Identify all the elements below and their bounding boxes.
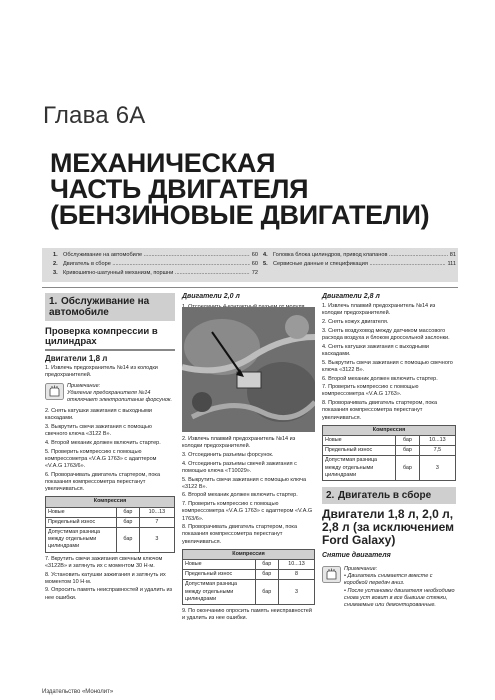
publisher-footer: Издательство «Монолит»: [42, 689, 114, 695]
toc-entry[interactable]: 5. Сервисные данные и спецификация ..... 111: [263, 260, 456, 269]
table-header: Компрессия: [323, 425, 456, 435]
table-row: Новые бар 10...13: [323, 435, 456, 445]
chapter-label: Глава 6А: [43, 102, 146, 129]
engine-heading: Двигатели 2,0 л: [182, 293, 240, 300]
warning-hand-icon: [45, 383, 64, 400]
step: 8. Проворачивать двигатель стартером, пока показания компрессометра перестанут увеличиваться.: [182, 524, 298, 545]
table-header: Компрессия: [183, 549, 315, 559]
table-row: Предельный износ бар 7: [46, 517, 175, 527]
step: 1. Извлечь предохранитель №14 из колодки предохранителей.: [45, 365, 158, 379]
note-box: [322, 566, 456, 609]
divider: [42, 287, 458, 288]
step: 7. Проверить компрессию с помощью компрессометра «V.A.G 1763».: [322, 384, 419, 398]
engine-photo: [182, 307, 315, 432]
table-row: Предельный износ бар 7,5: [323, 446, 456, 456]
section-heading: 2. Двигатель в сборе: [322, 487, 456, 504]
table-row: Новые бар 10...13: [183, 560, 315, 570]
engines-heading: Двигатели 1,8 л, 2,0 л, 2,8 л (за исключением Ford Galaxy): [322, 506, 455, 547]
toc-left: [53, 251, 258, 278]
engine-photo-image: [182, 307, 315, 432]
title-line: ЧАСТЬ ДВИГАТЕЛЯ: [50, 174, 309, 204]
table-header: Компрессия: [46, 497, 175, 507]
step: 3. Выкрутить свечи зажигания с помощью свечного ключа «3122 В».: [45, 424, 152, 438]
table-row: Допустимая разница между отдельными цилиндрами бар 3: [183, 580, 315, 605]
note-text: • После установки двигателя необходимо снова уст вовит в все бывшие стяжки, снимаемые или демонтированные.: [344, 587, 455, 608]
toc-entry[interactable]: 3. Кривошипно-шатунный механизм, поршни ..... 72: [53, 269, 258, 278]
step: 1. Извлечь плавкий предохранитель №14 из колодки предохранителей.: [322, 303, 436, 317]
column-2-cont: [182, 436, 315, 624]
step: 4. Снять катушки зажигания с выходными каскадами.: [322, 343, 429, 357]
toc-entry[interactable]: 4. Головка блока цилиндров, привод клапанов ..... 81: [263, 251, 456, 260]
note-box: [45, 383, 175, 405]
note-label: Примечание:: [67, 382, 101, 389]
step: 9. По окончанию опросить память неисправностей и удалить из нее ошибки.: [182, 608, 312, 622]
step: 4. Отсоединить разъемы свечей зажигания с помощью ключа «Т10029».: [182, 460, 297, 474]
table-row: Новые бар 10...13: [46, 507, 175, 517]
engine-heading: Двигатели 2,8 л: [322, 293, 380, 300]
column-1: [45, 293, 175, 603]
column-3: [322, 293, 456, 613]
step: 4. Второй механик должен включить стартер.: [45, 440, 161, 447]
toc-entry[interactable]: 2. Двигатель в сборе ..... 60: [53, 260, 258, 269]
step: 2. Извлечь плавкий предохранитель №14 из колодки предохранителей.: [182, 436, 296, 450]
step: 6. Второй механик должен включить стартер.: [182, 492, 298, 499]
table-row: Допустимая разница между отдельными цилиндрами бар 3: [323, 456, 456, 481]
removal-heading: Снятие двигателя: [322, 551, 391, 559]
toc-right: [263, 251, 456, 269]
step: 3. Отсоединить разъемы форсунок.: [182, 451, 274, 458]
step: 5. Проверить компрессию с помощью компрессометра «V.A.G 1763» с адаптером «V.A.G 1763/6».: [45, 448, 157, 470]
warning-hand-icon: [322, 566, 341, 583]
compression-table: [322, 425, 456, 481]
toc-entry[interactable]: 1. Обслуживание на автомобиле ..... 60: [53, 251, 258, 260]
table-row: Предельный износ бар 8: [183, 570, 315, 580]
step: 2. Снять катушки зажигания с выходными каскадами.: [45, 408, 152, 422]
step: 8. Проворачивать двигатель стартером, пока показания компрессометра перестанут увеличиваться.: [322, 400, 438, 421]
title-line: МЕХАНИЧЕСКАЯ: [50, 148, 276, 178]
step: 7. Вкрутить свечи зажигания свечным ключом «3122В» и затянуть их с моментом 30 Н·м.: [45, 555, 163, 569]
title-line: (БЕНЗИНОВЫЕ ДВИГАТЕЛИ): [50, 200, 430, 230]
engine-heading: Двигатели 1,8 л: [45, 354, 108, 363]
step: 9. Опросить память неисправностей и удалить из нее ошибки.: [45, 587, 173, 601]
step: 6. Проворачивать двигатель стартером, пока показания компрессометра перестанут увеличиваться.: [45, 471, 161, 493]
note-text: • Двигатель снимается вместе с коробкой передач вниз.: [344, 573, 433, 587]
step: 2. Снять кожух двигателя.: [322, 319, 389, 326]
step: 6. Второй механик должен включить стартер.: [322, 375, 438, 382]
subsection-heading: Проверка компрессии в цилиндрах: [45, 327, 175, 351]
compression-table: [182, 549, 315, 605]
step: 5. Выкрутить свечи зажигания с помощью свечного ключа «3122 В».: [322, 359, 453, 373]
step: 8. Установить катушки зажигания и затянуть их моментом 10 Н·м.: [45, 571, 166, 585]
step: 5. Выкрутить свечи зажигания с помощью ключа «3122 В».: [182, 476, 307, 490]
chapter-title: [50, 150, 429, 228]
table-row: Допустимая разница между отдельными цилиндрами бар 3: [46, 528, 175, 553]
note-text: Удаление предохранителя №14 отключает электропитание форсунок.: [67, 389, 173, 404]
section-heading: 1. Обслуживание на автомобиле: [45, 293, 175, 321]
note-label: Примечание:: [344, 565, 378, 572]
step: 7. Проверить компрессию с помощью компрессометра «V.A.G 1763» с адаптером «V.A.G 1763/6».: [182, 501, 313, 522]
compression-table: [45, 496, 175, 552]
step: 3. Снять воздуховод между датчиком массового расхода воздуха и блоком дроссельной заслонки.: [322, 327, 450, 342]
